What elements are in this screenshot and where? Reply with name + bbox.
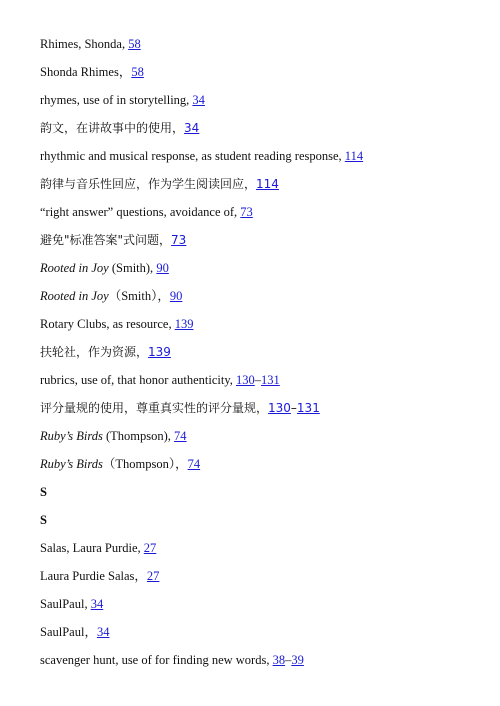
page-number-link[interactable]: 34 <box>96 625 110 639</box>
index-entry <box>40 590 490 618</box>
section-letter-heading <box>40 478 490 506</box>
index-entry <box>40 450 490 478</box>
page-number-link[interactable]: 90 <box>169 289 183 303</box>
entry-text: （Smith）， <box>108 289 170 303</box>
entry-text: scavenger hunt, use of for finding new words, <box>40 653 273 667</box>
index-entry <box>40 282 490 310</box>
entry-text: 韵文，在讲故事中的使用， <box>40 121 185 135</box>
page-range-separator: – <box>290 401 297 415</box>
page-number-link[interactable]: 90 <box>156 261 169 275</box>
page-number-link[interactable]: 58 <box>128 37 141 51</box>
page-number-link[interactable]: 27 <box>143 541 157 555</box>
entry-text: rhythmic and musical response, as student reading response, <box>40 149 345 163</box>
book-title: Ruby’s Birds <box>40 457 103 471</box>
page-number-link[interactable]: 74 <box>187 457 201 471</box>
index-entry <box>40 562 490 590</box>
index-entry <box>40 366 490 394</box>
index-entry <box>40 618 490 646</box>
entry-text: Laura Purdie Salas， <box>40 569 147 583</box>
page-number-link[interactable]: 58 <box>131 65 144 79</box>
page-number-link[interactable]: 34 <box>184 121 200 135</box>
index-entry <box>40 58 490 86</box>
index-entry <box>40 394 490 422</box>
index-entry <box>40 114 490 142</box>
page-range-separator: – <box>254 373 262 387</box>
book-title: Ruby’s Birds <box>40 429 103 443</box>
entry-text: （Thompson）， <box>102 457 188 471</box>
entry-text: rubrics, use of, that honor authenticity, <box>40 373 237 387</box>
entry-text: SaulPaul， <box>40 625 97 639</box>
entry-text: “right answer” questions, avoidance of, <box>40 205 241 219</box>
page-number-link[interactable]: 27 <box>146 569 160 583</box>
page-number-link[interactable]: 130 <box>236 373 255 387</box>
index-entry <box>40 310 490 338</box>
page-number-link[interactable]: 139 <box>148 345 171 359</box>
page-number-link[interactable]: 130 <box>268 401 291 415</box>
entry-text: 评分量规的使用，尊重真实性的评分量规， <box>40 401 269 415</box>
section-letter-text: S <box>40 485 47 499</box>
entry-text: (Thompson), <box>102 429 175 443</box>
entry-text: 扶轮社，作为资源， <box>40 345 149 359</box>
section-letter-text: S <box>40 513 47 527</box>
index-entry <box>40 30 490 58</box>
entry-text: 韵律与音乐性回应，作为学生阅读回应， <box>40 177 257 191</box>
index-entry <box>40 170 490 198</box>
entry-text: Shonda Rhimes， <box>40 65 132 79</box>
page-number-link[interactable]: 39 <box>291 653 304 667</box>
index-entry <box>40 142 490 170</box>
section-letter-heading <box>40 506 490 534</box>
index-entry <box>40 646 490 674</box>
book-title: Rooted in Joy <box>40 289 109 303</box>
page-number-link[interactable]: 73 <box>240 205 253 219</box>
entry-text: (Smith), <box>108 261 157 275</box>
page-number-link[interactable]: 38 <box>272 653 286 667</box>
index-entry <box>40 86 490 114</box>
page-number-link[interactable]: 131 <box>261 373 280 387</box>
page-number-link[interactable]: 34 <box>192 93 205 107</box>
index-entry <box>40 226 490 254</box>
entry-text: SaulPaul, <box>40 597 91 611</box>
page-number-link[interactable]: 73 <box>171 233 187 247</box>
index-entry <box>40 338 490 366</box>
page-number-link[interactable]: 74 <box>174 429 187 443</box>
page-number-link[interactable]: 139 <box>174 317 194 331</box>
page-range-separator: – <box>285 653 292 667</box>
page-number-link[interactable]: 114 <box>256 177 279 191</box>
entry-text: rhymes, use of in storytelling, <box>40 93 193 107</box>
index-entry <box>40 534 490 562</box>
entry-text: Salas, Laura Purdie, <box>40 541 144 555</box>
entry-text: 避免"标准答案"式问题， <box>40 233 172 247</box>
index-entry <box>40 254 490 282</box>
page-number-link[interactable]: 131 <box>296 401 320 415</box>
index-entry <box>40 198 490 226</box>
entry-text: Rotary Clubs, as resource, <box>40 317 175 331</box>
book-title: Rooted in Joy <box>40 261 109 275</box>
page-number-link[interactable]: 114 <box>344 149 364 163</box>
page-number-link[interactable]: 34 <box>90 597 104 611</box>
entry-text: Rhimes, Shonda, <box>40 37 129 51</box>
index-entry <box>40 422 490 450</box>
index-entry-list <box>40 30 490 674</box>
